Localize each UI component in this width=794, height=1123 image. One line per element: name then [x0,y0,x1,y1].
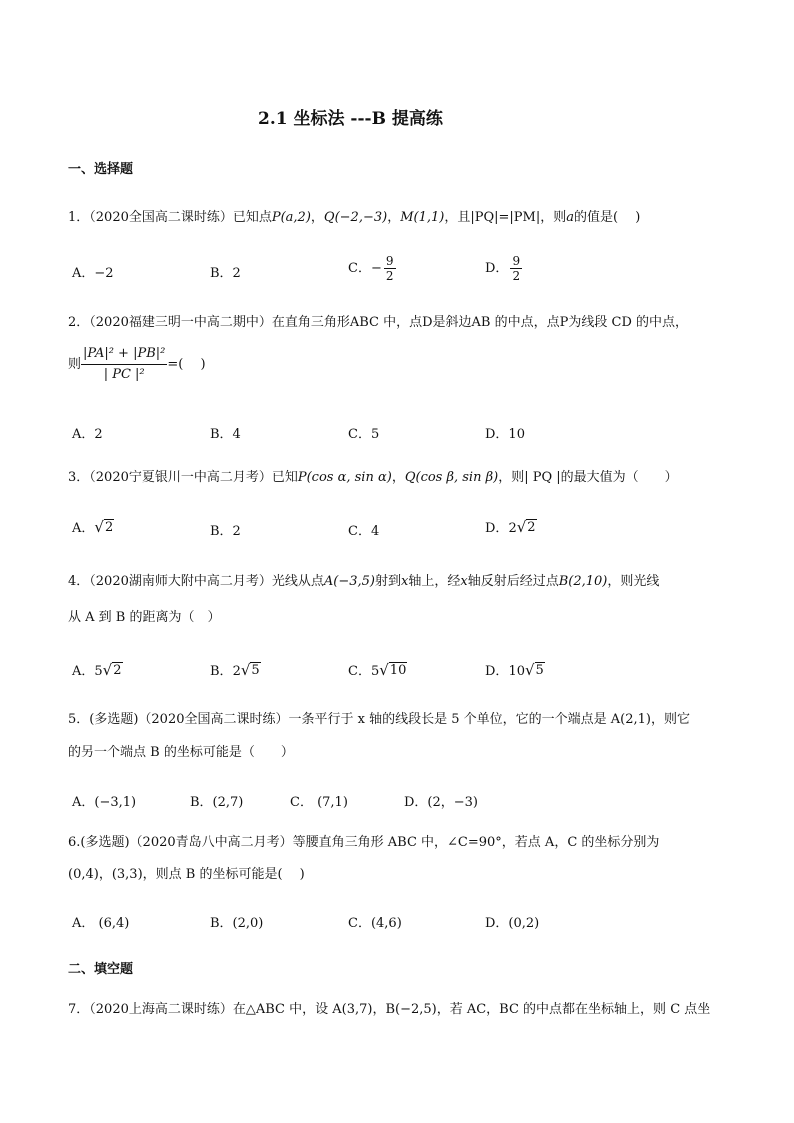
q2-text-ze: 则 [68,357,82,372]
q2-option-c: C．5 [348,427,380,442]
q5-option-b: B．(2,7) [190,795,244,810]
q3-option-a [72,517,114,536]
section-heading-fill: 二、填空题 [68,962,134,977]
section-heading-choice: 一、选择题 [68,162,134,177]
fraction [510,254,522,283]
fraction-denominator: 2 [512,269,521,283]
q5-option-a: A．(−3,1) [72,795,137,810]
sqrt-symbol: √ 5 [524,661,544,679]
q1-var-a: a [566,210,574,225]
q2-fraction [81,344,167,385]
q2-option-d: D．10 [485,427,525,442]
q3-text-pre: 3．（2020宁夏银川一中高二月考）已知 [68,470,298,485]
q6-option-d: D．(0,2) [485,916,540,931]
question-4-line-1 [68,571,659,593]
q4-text: 射到 [374,574,401,589]
coefficient: 10 [508,664,525,679]
question-5-line-1: 5．(多选题)（2020全国高二课时练）一条平行于 x 轴的线段长是 5 个单位，它的一个端点是 A(2,1)，则它 [68,712,690,727]
question-4-line-2: 从 A 到 B 的距离为（ ） [68,610,221,625]
fraction-denominator: | PC |² [103,367,145,382]
q1-text-post: 的值是( ) [574,210,641,225]
fraction [384,254,396,283]
option-label: C． [348,261,371,276]
q4-point-a: A(−3,5) [323,574,375,589]
fraction-numerator: |PA|² + |PB|² [81,344,167,365]
q3-option-c: C．4 [348,524,380,539]
question-6-line-1: 6.(多选题)（2020青岛八中高二月考）等腰直角三角形 ABC 中，∠C=90°，若点 A，C 的坐标分别为 [68,835,660,850]
q4-text-pre: 4．（2020湖南师大附中高二月考）光线从点 [68,574,324,589]
q5-option-c: C． (7,1) [290,795,348,810]
q6-option-c: C．(4,6) [348,916,402,931]
minus-sign: − [370,261,382,276]
q2-option-a: A．2 [72,427,103,442]
q3-text-post: ，则| PQ |的最大值为（ ） [498,470,678,485]
sqrt-symbol: √ 2 [516,518,536,536]
q4-option-b [210,660,261,679]
radicand: 10 [389,663,407,678]
sqrt-symbol: √ 2 [102,661,122,679]
q4-var-x: x [400,574,409,589]
sqrt-symbol: √ 2 [94,518,114,536]
question-6-line-2: (0,4)，(3,3)，则点 B 的坐标可能是( ) [68,867,305,882]
q1-option-d [485,254,524,283]
radicand: 2 [113,663,122,678]
q4-option-c [348,660,407,679]
q3-sep: ， [391,470,405,485]
q3-option-b: B．2 [210,524,241,539]
question-2-line-2 [68,344,206,385]
q1-sep: ， [387,210,401,225]
q1-text-pre: 1．（2020全国高二课时练）已知点 [68,210,272,225]
fraction-numerator: 9 [385,254,394,268]
option-label: B． [210,664,233,679]
question-3 [68,467,678,489]
q2-option-b: B．4 [210,427,241,442]
q1-sep: ， [310,210,324,225]
question-7-line-1: 7．（2020上海高二课时练）在△ABC 中，设 A(3,7)，B(−2,5)，若 AC，BC 的中点都在坐标轴上，则 C 点坐 [68,1002,711,1017]
coefficient: 2 [508,521,517,536]
q4-text: 轴上，经 [408,574,461,589]
fraction-numerator: 9 [512,254,521,268]
q1-point-p: P(a,2) [271,210,311,225]
q1-option-a: A．−2 [72,266,114,281]
radicand: 2 [527,520,536,535]
fraction-denominator: 2 [385,269,394,283]
q4-text: 轴反射后经过点 [467,574,559,589]
question-2-line-1: 2．（2020福建三明一中高二期中）在直角三角形ABC 中，点D是斜边AB 的中点，点P为线段 CD 的中点， [68,315,688,330]
q1-option-c [348,254,398,283]
sqrt-symbol: √ 5 [240,661,260,679]
q1-option-b: B．2 [210,266,241,281]
coefficient: 5 [370,664,380,679]
q5-option-d: D．(2，−3) [404,795,479,810]
q4-option-d [485,660,545,679]
q1-point-m: M(1,1) [400,210,445,225]
q4-point-b: B(2,10) [558,574,608,589]
option-label: D． [485,521,509,536]
radicand: 5 [535,663,544,678]
option-label: D． [485,261,509,276]
sqrt-symbol: √ 10 [379,661,407,679]
question-1 [68,207,640,229]
q1-point-q: Q(−2,−3) [323,210,388,225]
radicand: 5 [251,663,260,678]
option-label: C． [348,664,371,679]
option-label: D． [485,664,509,679]
q3-option-d [485,517,537,536]
q3-point-q: Q(cos β, sin β) [404,470,499,485]
q4-option-a [72,660,123,679]
q3-point-p: P(cos α, sin α) [297,470,392,485]
q6-option-a: A． (6,4) [72,916,130,931]
coefficient: 5 [94,664,103,679]
option-label: A． [72,521,95,536]
page-title: 2.1 坐标法 ---B 提高练 [258,109,443,129]
option-label: A． [72,664,95,679]
radicand: 2 [104,520,114,535]
q1-text-mid: ，且|PQ|=|PM|，则 [444,210,567,225]
q2-text-post: =( ) [167,357,206,372]
coefficient: 2 [232,664,241,679]
q4-var-x: x [460,574,468,589]
q4-text-post: ，则光线 [607,574,660,589]
question-5-line-2: 的另一个端点 B 的坐标可能是（ ） [68,745,294,760]
q6-option-b: B．(2,0) [210,916,264,931]
